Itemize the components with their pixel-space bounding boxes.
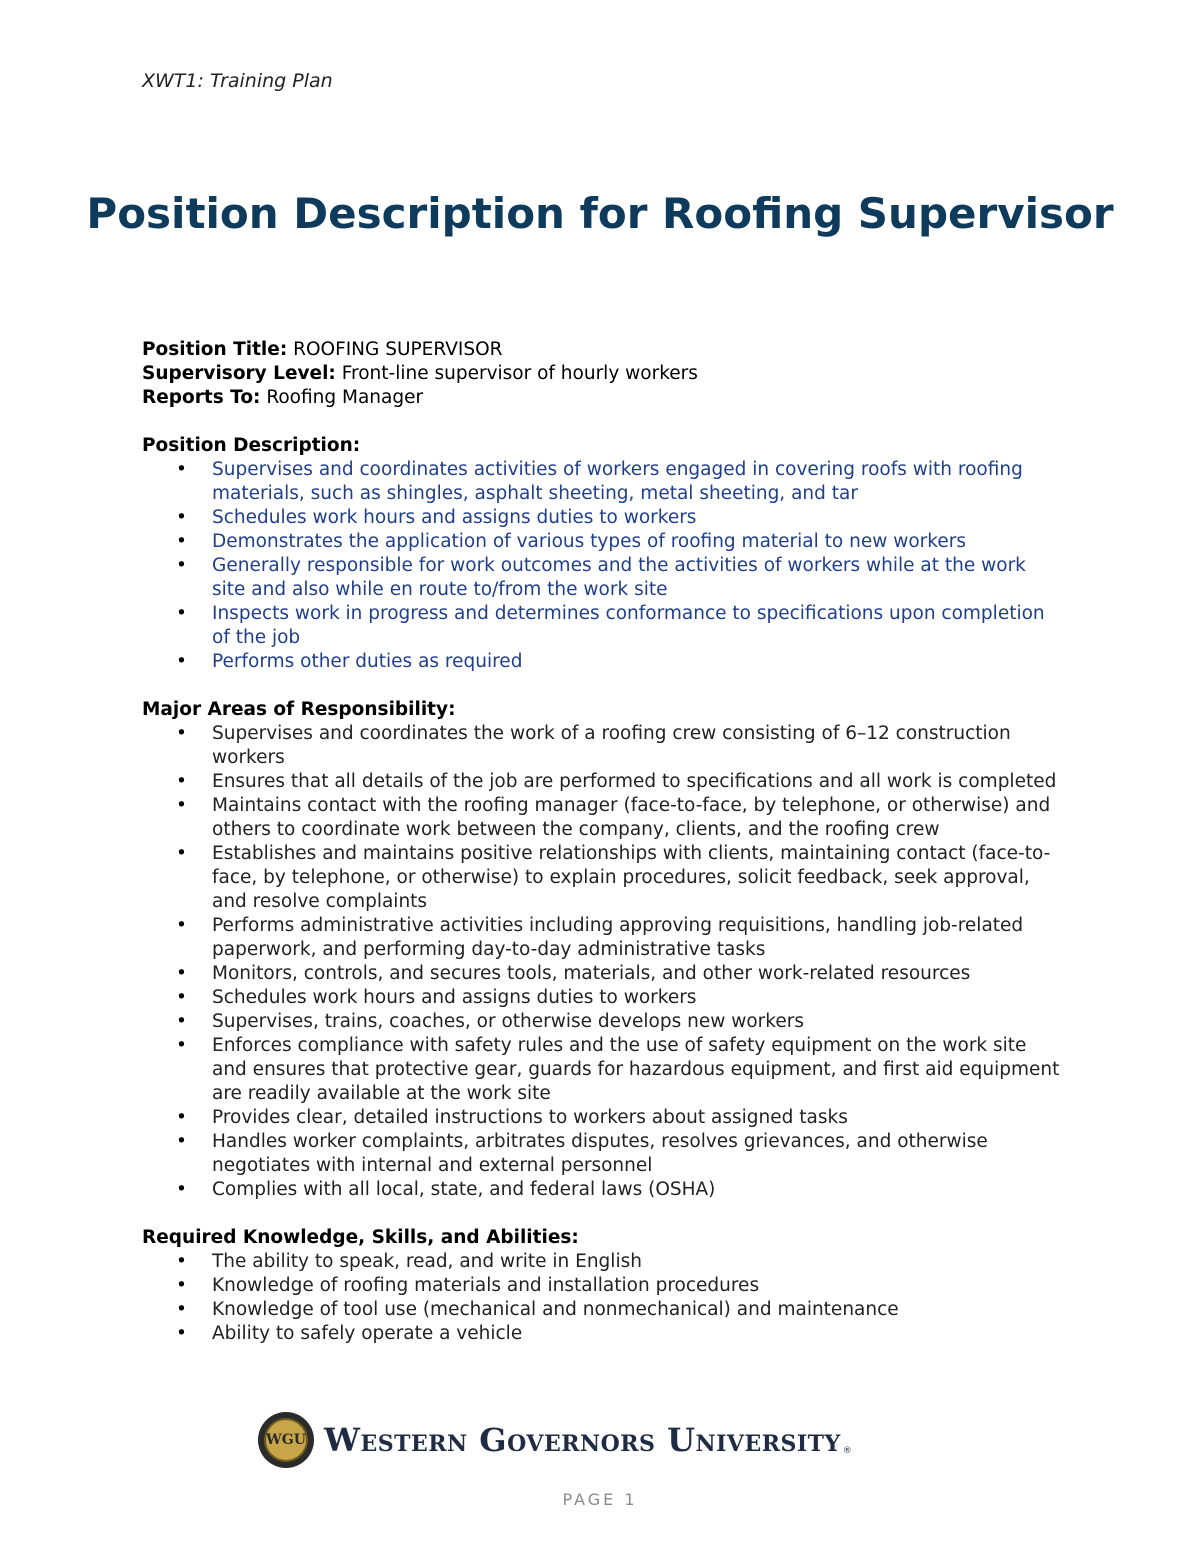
page-title: Position Description for Roofing Supervisor <box>86 189 1114 238</box>
field-value: Roofing Manager <box>266 387 424 408</box>
list-item: • Schedules work hours and assigns duties to workers <box>212 986 1062 1010</box>
list-item: • Knowledge of roofing materials and installation procedures <box>212 1274 1062 1298</box>
list-item: • Handles worker complaints, arbitrates disputes, resolves grievances, and otherwise negotiates with internal and external personnel <box>212 1130 1062 1178</box>
list-item: • Performs administrative activities including approving requisitions, handling job-related paperwork, and performing day-to-day administrative tasks <box>212 914 1062 962</box>
field-value: ROOFING SUPERVISOR <box>293 339 503 360</box>
field-position-title <box>142 338 1062 362</box>
list-item: • Ability to safely operate a vehicle <box>212 1322 1062 1346</box>
trademark-mark: ® <box>842 1446 852 1456</box>
list-item: • Knowledge of tool use (mechanical and nonmechanical) and maintenance <box>212 1298 1062 1322</box>
list-item: • Ensures that all details of the job are performed to specifications and all work is completed <box>212 770 1062 794</box>
seal-emblem: WGU <box>264 1418 308 1462</box>
wgu-seal-icon <box>258 1412 314 1468</box>
ksa-heading: Required Knowledge, Skills, and Abilities: <box>142 1227 579 1248</box>
field-supervisory-level <box>142 362 1062 386</box>
wgu-logo <box>258 1410 908 1470</box>
list-item: • Performs other duties as required <box>212 650 1062 674</box>
list-item: • Enforces compliance with safety rules and the use of safety equipment on the work site and ensures that protective gear, guards for hazardous equipment, and first aid equipment are readily available at the work site <box>212 1034 1062 1106</box>
list-item: • Supervises, trains, coaches, or otherwise develops new workers <box>212 1010 1062 1034</box>
position-fields <box>142 338 1062 410</box>
list-item: • Monitors, controls, and secures tools, materials, and other work-related resources <box>212 962 1062 986</box>
list-item: • Inspects work in progress and determines conformance to specifications upon completion of the job <box>212 602 1062 650</box>
list-item: • Maintains contact with the roofing manager (face-to-face, by telephone, or otherwise) and others to coordinate work between the company, clients, and the roofing crew <box>212 794 1062 842</box>
document-body <box>142 338 1062 1346</box>
position-description-heading: Position Description: <box>142 435 361 456</box>
list-item: • Supervises and coordinates the work of a roofing crew consisting of 6–12 construction workers <box>212 722 1062 770</box>
list-item: • The ability to speak, read, and write in English <box>212 1250 1062 1274</box>
ksa-list <box>142 1250 1062 1346</box>
logo-wordmark: Western Governors University <box>324 1421 841 1459</box>
list-item: • Establishes and maintains positive relationships with clients, maintaining contact (face-to-face, by telephone, or otherwise) to explain procedures, solicit feedback, seek approval, and resolve complaints <box>212 842 1062 914</box>
list-item: • Schedules work hours and assigns duties to workers <box>212 506 1062 530</box>
list-item: • Provides clear, detailed instructions to workers about assigned tasks <box>212 1106 1062 1130</box>
list-item: • Supervises and coordinates activities of workers engaged in covering roofs with roofing materials, such as shingles, asphalt sheeting, metal sheeting, and tar <box>212 458 1062 506</box>
major-areas-list <box>142 722 1062 1202</box>
field-label: Reports To: <box>142 387 261 408</box>
major-areas-heading: Major Areas of Responsibility: <box>142 699 456 720</box>
list-item: • Demonstrates the application of various types of roofing material to new workers <box>212 530 1062 554</box>
position-description-list <box>142 458 1062 674</box>
document-header: XWT1: Training Plan <box>142 70 333 92</box>
list-item: • Complies with all local, state, and federal laws (OSHA) <box>212 1178 1062 1202</box>
field-reports-to <box>142 386 1062 410</box>
field-label: Supervisory Level: <box>142 363 336 384</box>
field-label: Position Title: <box>142 339 288 360</box>
list-item: • Generally responsible for work outcomes and the activities of workers while at the work site and also while en route to/from the work site <box>212 554 1062 602</box>
field-value: Front-line supervisor of hourly workers <box>341 363 698 384</box>
page-number: PAGE 1 <box>562 1490 638 1509</box>
